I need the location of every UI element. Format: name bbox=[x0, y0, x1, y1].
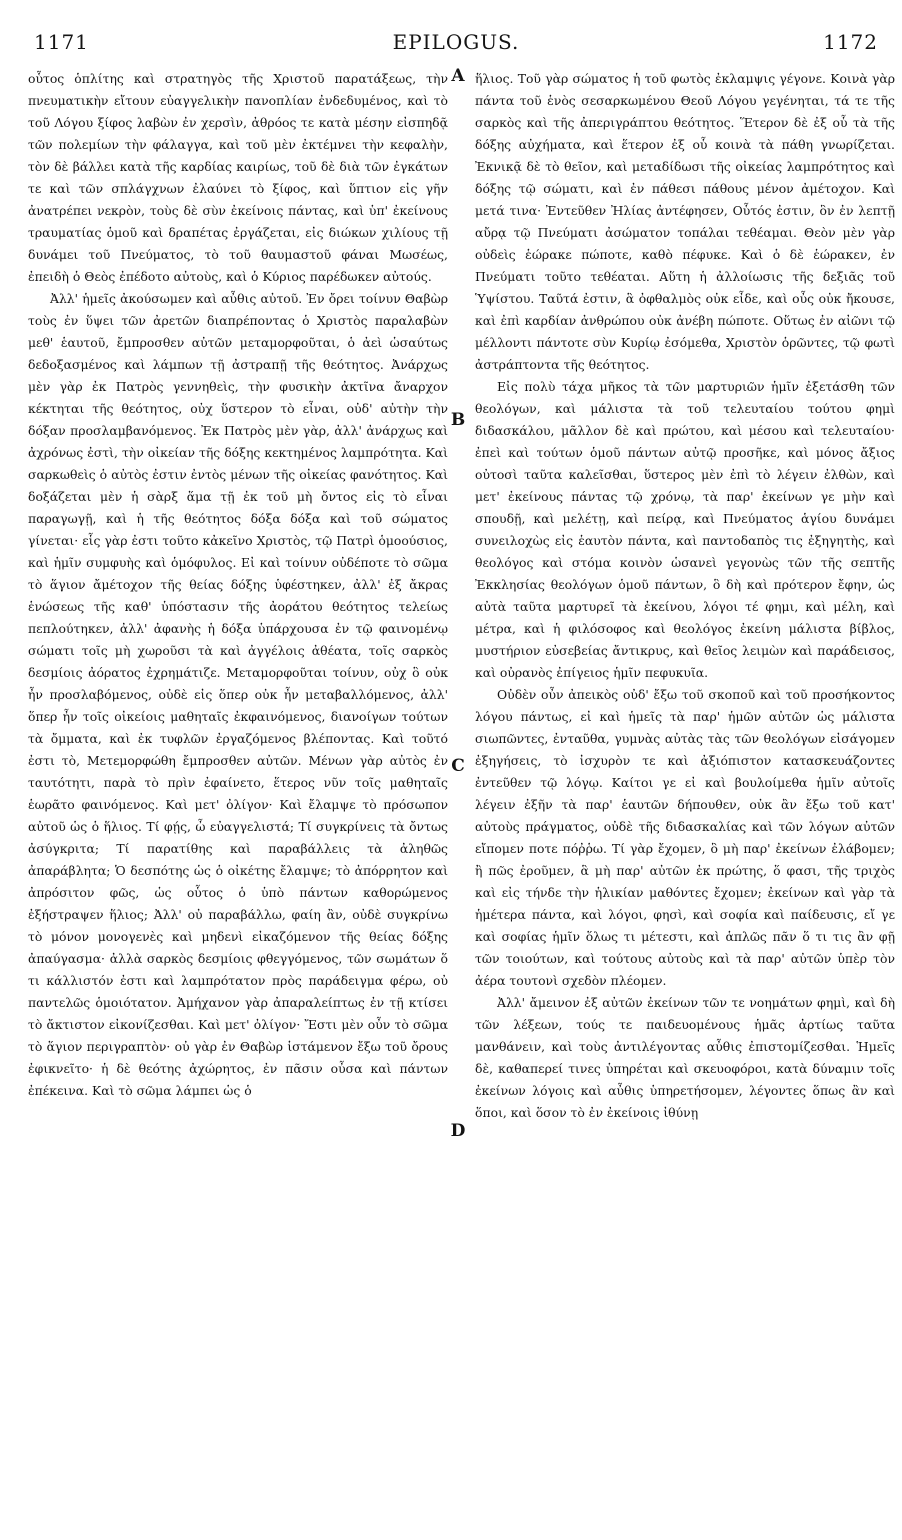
running-title: EPILOGUS. bbox=[392, 30, 520, 54]
paragraph: Ἀλλ' ἡμεῖς ἀκούσωμεν καὶ αὖθις αὐτοῦ. Ἐν ὄρει τοίνυν Θαβὼρ τοὺς ἐν ὕψει τῶν ἀρετῶν διαπρέποντας ὁ Χριστὸς παραλαβὼν μεθ' ἑαυτοῦ, ἔμπροσθεν αὐτῶν μεταμορφοῦται, ὁ ἀεὶ ὡσαύτως δεδοξασμένος καὶ λάμπων τῇ ἀστραπῇ τῆς θεότητος. Ἀνάρχως μὲν γὰρ ἐκ Πατρὸς γεννηθεὶς, τὴν φυσικὴν ἀκτῖνα ἄναρχον κέκτηται τῆς θεότητος, οὐχ ὕστερον τὸ εἶναι, οὐδ' αὐτὴν τὴν δόξαν προσλαμβανόμενος. Ἐκ Πατρὸς μὲν γὰρ, ἀλλ' ἀνάρχως καὶ ἀχρόνως ἐστὶ, τὴν οἰκείαν τῆς δόξης κεκτημένος λαμπρότητα. Καὶ σαρκωθεὶς ὁ αὐτὸς ἐστιν ἐντὸς μένων τῆς οἰκείας φανότητος. Καὶ δοξάζεται μὲν ἡ σὰρξ ἅμα τῇ ἐκ τοῦ μὴ ὄντος εἰς τὸ εἶναι παραγωγῇ, καὶ ἡ τῆς θεότητος δόξα δόξα καὶ τοῦ σώματος γίνεται· εἷς γὰρ ἐστι τοῦτο κἀκεῖνο Χριστὸς, τῷ Πατρὶ ὁμοούσιος, καὶ ἡμῖν συμφυὴς καὶ ὁμόφυλος. Εἰ καὶ τοίνυν οὐδέποτε τὸ σῶμα τὸ ἅγιον ἄμέτοχον τῆς θείας δόξης ὑφέστηκεν, ἀλλ' ἐξ ἄκρας ἑνώσεως τῆς καθ' ὑπόστασιν τῆς ἀοράτου θεότητος τελείως πεπλούτηκεν, ἀλλ' ἀφανὴς ἡ δόξα ὑπάρχουσα ἐν τῷ φαινομένῳ σώματι τοῖς μὴ χωροῦσι τὰ καὶ ἀγγέλοις ἀθέατα, τοῖς σαρκὸς δεσμίοις ἀόρατος ἐχρημάτιζε. Μεταμορφοῦται τοίνυν, οὐχ ὃ οὐκ ἦν προσλαβόμενος, οὐδὲ εἰς ὅπερ οὐκ ἦν μεταβαλλόμενος, ἀλλ' ὅπερ ἦν τοῖς οἰκείοις μαθηταῖς ἐκφαινόμενος, διανοίγων τούτων τὰ ὄμματα, καὶ ἐκ τυφλῶν ἐργαζόμενος βλέποντας. Καὶ τοῦτό ἐστι τὸ, Μετεμορφώθη ἔμπροσθεν αὐτῶν. Μένων γὰρ αὐτὸς ἐν ταυτότητι, παρὰ τὸ πρὶν ἐφαίνετο, ἕτερος νῦν τοῖς μαθηταῖς ἑωρᾶτο φαινόμενος. Καὶ μετ' ὀλίγον· Καὶ ἔλαμψε τὸ πρόσωπον αὐτοῦ ὡς ὁ ἥλιος. Τί φῄς, ὦ εὐαγγελιστά; Τί συγκρίνεις τὰ ὄντως ἀσύγκριτα; Τί παρατίθης καὶ παραβάλλεις τὰ ἀληθῶς ἀπαράβλητα; Ὁ δεσπότης ὡς ὁ οἰκέτης ἔλαμψε; τὸ ἀπόρρητον καὶ ἀπρόσιτον φῶς, ὡς οὗτος ὁ ὑπὸ πάντων καθορώμενος ἐξήστραψεν ἥλιος; Ἀλλ' οὐ παραβάλλω, φαίη ἂν, οὐδὲ συγκρίνω τὸ μόνον μονογενὲς καὶ μηδενὶ εἰκαζόμενον τῆς θείας δόξης ἀπαύγασμα· ἀλλὰ σαρκὸς δεσμίοις φθεγγόμενος, τῶν σωμάτων ὅ τι κάλλιστόν ἐστι καὶ λαμπρότατον πρὸς παράδειγμα φέρω, οὐ παντελῶς ὁμοιότατον. Ἀμήχανον γὰρ ἀπαραλείπτως ἐν τῇ κτίσει τὸ ἄκτιστον εἰκονίζεσθαι. Καὶ μετ' ὀλίγον· Ἔστι μὲν οὖν τὸ σῶμα τὸ ἅγιον περιγραπτὸν· οὐ γὰρ ἐν Θαβὼρ ἱστάμενον ἔξω τοῦ ὄρους ἐφικνεῖτο· ἡ δὲ θεότης ἀχώρητος, ἐν πᾶσιν οὖσα καὶ πάντων ἐπέκεινα. Καὶ τὸ σῶμα λάμπει ὡς ὁ bbox=[28, 291, 448, 1098]
right-page-number: 1172 bbox=[823, 30, 878, 54]
right-column bbox=[475, 68, 895, 1124]
margin-marker-a: A bbox=[451, 66, 465, 86]
left-column bbox=[28, 68, 448, 1102]
paragraph: Εἰς πολὺ τάχα μῆκος τὰ τῶν μαρτυριῶν ἡμῖν ἐξετάσθη τῶν θεολόγων, καὶ μάλιστα τὰ τοῦ τελευταίου τούτου φημὶ διδασκάλου, μᾶλλον δὲ καὶ πρώτου, καὶ μέσου καὶ τελευταίου· ἐπεὶ καὶ τούτων ὁμοῦ πάντων αὐτῷ προσῆκε, καὶ μόνος ἄξιος οὐτοσὶ ταῦτα καλεῖσθαι, ὕστερος μὲν ἐπὶ τὸ λέγειν ἐλθὼν, καὶ μετ' ἐκείνους πάντας τῷ χρόνῳ, τὰ παρ' ἐκείνων γε μὴν καὶ σπουδῇ, καὶ μελέτῃ, καὶ πείρᾳ, καὶ Πνεύματος ἁγίου δυνάμει συνειλοχὼς εἰς ἑαυτὸν πάντα, καὶ παντοδαπὸς τις ἐξηγητὴς, καὶ θεολόγος καὶ στόμα κοινὸν ὡσανεὶ γεγονὼς τῶν τῆς σεπτῆς Ἐκκλησίας θεολόγων ὁμοῦ πάντων, ὃ δὴ καὶ πρότερον ἔφην, ὡς αὐτὰ ταῦτα μαρτυρεῖ τὰ ἐκείνου, λόγοι τέ φημι, καὶ μέλη, καὶ μέτρα, καὶ ἡ φιλόσοφος καὶ θεολόγος ἐκείνη μάλιστα βίβλος, μυστήριον εὐσεβείας ἄντικρυς, καὶ θεῖος λειμὼν καὶ παράδεισος, καὶ οὐρανὸς ἐπίγειος ἡμῖν πεφυκυῖα. bbox=[475, 379, 895, 680]
margin-marker-d: D bbox=[450, 1121, 466, 1141]
left-page-number: 1171 bbox=[34, 30, 89, 54]
paragraph: ἥλιος. Τοῦ γὰρ σώματος ἡ τοῦ φωτὸς ἐκλαμψις γέγονε. Κοινὰ γὰρ πάντα τοῦ ἑνὸς σεσαρκωμένου Θεοῦ Λόγου γεγένηται, τά τε τῆς σαρκὸς καὶ τῆς ἀπεριγράπτου θεότητος. Ἕτερον δὲ ἐξ οὗ τὰ τῆς δόξης αὐχήματα, καὶ ἕτερον ἐξ οὗ κοινὰ τὰ πάθη γνωρίζεται. Ἐκνικᾷ δὲ τὸ θεῖον, καὶ μεταδίδωσι τῆς οἰκείας λαμπρότητος καὶ δόξης τῷ σώματι, καὶ ἐν πάθεσι πάθους μένον ἀμέτοχον. Καὶ μετά τινα· Ἐντεῦθεν Ἠλίας ἀντέφησεν, Οὗτός ἐστιν, ὃν ἐν λεπτῇ αὔρᾳ τῷ Πνεύματι ἀσώματον τοπάλαι τεθέαμαι. Θεὸν μὲν γὰρ οὐδεὶς ἑώρακε πώποτε, καθὸ πέφυκε. Καὶ ὁ δὲ ἑώρακεν, ἐν Πνεύματι τοῦτο τεθέαται. Αὕτη ἡ ἀλλοίωσις τῆς δεξιᾶς τοῦ Ὑψίστου. Ταῦτά ἐστιν, ἃ ὀφθαλμὸς οὐκ εἶδε, καὶ οὖς οὐκ ἤκουσε, καὶ ἐπὶ καρδίαν ἀνθρώπου οὐκ ἀνέβη πώποτε. Οὕτως ἐν αἰῶνι τῷ μέλλοντι πάντοτε σὺν Κυρίῳ ἐσόμεθα, Χριστὸν ὁρῶντες, τῷ φωτὶ ἀστράπτοντα τῆς θεότητος. bbox=[475, 71, 895, 372]
paragraph: Οὐδὲν οὖν ἀπεικὸς οὐδ' ἔξω τοῦ σκοποῦ καὶ τοῦ προσήκοντος λόγου πάντως, εἰ καὶ ἡμεῖς τὰ παρ' ἡμῶν αὐτῶν ὡς μάλιστα σιωπῶντες, ἐνταῦθα, γυμνὰς αὐτὰς τὰς τῶν θεολόγων εἰσάγομεν ἐξηγήσεις, τὸ ἰσχυρὸν τε καὶ ἀξιόπιστον κατασκευάζοντες ἐντεῦθεν τῷ λόγῳ. Καίτοι γε εἰ καὶ βουλοίμεθα ἡμῖν αὐτοῖς λέγειν ἐξῆν τὰ παρ' ἑαυτῶν δήπουθεν, οὐκ ἂν ἔξω τοῦ κατ' αὐτοὺς πράγματος, οὐδὲ τῆς διδασκαλίας καὶ τῶν λόγων αὐτῶν εἴπομεν ποτε πόῤῥω. Τί γὰρ ἔχομεν, ὃ μὴ παρ' ἐκείνων ἐλάβομεν; ἢ πῶς ἐροῦμεν, ἃ μὴ παρ' αὐτῶν ἐκ πρώτης, ὅ φασι, τῆς τριχὸς καὶ εἰς τήνδε τὴν ἡλικίαν μαθόντες ἔχομεν; ἐκείνων καὶ γὰρ τὰ ἡμέτερα πάντα, καὶ λόγοι, φησὶ, καὶ σοφία καὶ παίδευσις, εἴ γε καὶ σοφίας ἡμῖν ὅλως τι μέτεστι, καὶ ἁπλῶς πᾶν ὅ τι τις ἂν φῇ τῶν τοιούτων, καὶ τούτους αὐτοὺς καὶ τὰ παρ' αὐτῶν ὑπὲρ τὸν ἀέρα τουτονὶ σχεδὸν πλέομεν. bbox=[475, 687, 895, 988]
margin-marker-b: B bbox=[450, 410, 466, 430]
page-header bbox=[34, 30, 878, 60]
paragraph: οὗτος ὁπλίτης καὶ στρατηγὸς τῆς Χριστοῦ παρατάξεως, τὴν πνευματικὴν εἴτουν εὐαγγελικὴν πανοπλίαν ἐνδεδυμένος, καὶ τὸ τοῦ Λόγου ξίφος λαβὼν ἐν χερσὶν, ἀθρόος τε κατὰ μέσην εἰσπηδᾷ τῶν πολεμίων τὴν φάλαγγα, καὶ τοῦ μὲν ἐκτέμνει τὴν κεφαλὴν, τὸν δὲ βάλλει κατὰ τῆς καρδίας καιρίως, τοῦ δὲ διὰ τῶν ἐγκάτων τε καὶ τῶν σπλάγχνων ἐλαύνει τὸ ξίφος, καὶ ὕπτιον εἰς γῆν ἀνατρέπει νεκρὸν, τοὺς δὲ σὺν ἐκείνοις πάντας, καὶ ὑπ' ἐκείνους τραυματίας ὁμοῦ καὶ δραπέτας ἐργάζεται, εἰς διώκων χιλίους τῇ δυνάμει τοῦ Πνεύματος, τὸ τοῦ θαυμαστοῦ φάναι Μωσέως, ἐπειδὴ ὁ Θεὸς ἐπέδοτο αὐτοὺς, καὶ ὁ Κύριος παρέδωκεν αὐτούς. bbox=[28, 71, 448, 284]
paragraph: Ἀλλ' ἄμεινον ἐξ αὐτῶν ἐκείνων τῶν τε νοημάτων φημὶ, καὶ δὴ τῶν λέξεων, τούς τε παιδευομένους ἡμᾶς ἀρτίως ταῦτα μανθάνειν, καὶ τοὺς ἀντιλέγοντας αὖθις ἐπιστομίζεσθαι. Ἡμεῖς δὲ, καθαπερεί τινες ὑπηρέται καὶ σκευοφόροι, κατὰ δύναμιν τοῖς ἐκείνων λόγοις καὶ αὖθις ὑπηρετήσομεν, λέγοντες ὅπως ἂν καὶ ὅποι, καὶ ὅσον τὸ ἐν ἐκείνοις ἰθύνῃ bbox=[475, 995, 895, 1120]
margin-marker-c: C bbox=[451, 756, 465, 776]
